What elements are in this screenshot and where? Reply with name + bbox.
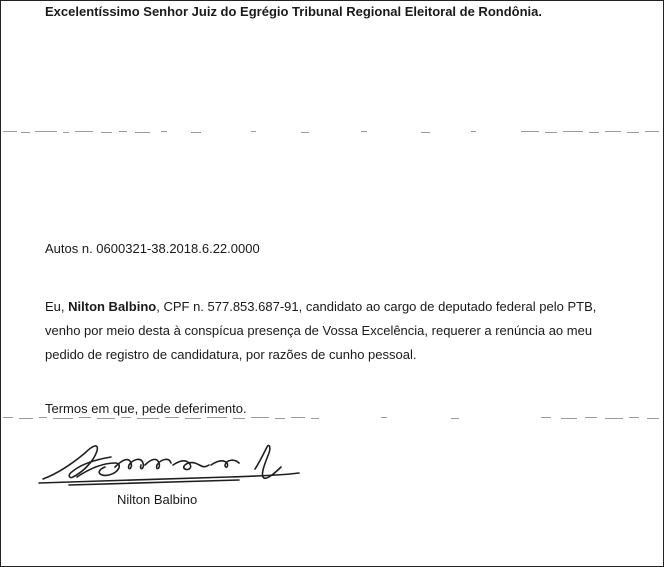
signer-printed-name: Nilton Balbino (117, 492, 198, 507)
docket-number: Autos n. 0600321-38.2018.6.22.0000 (45, 241, 260, 256)
scan-artifact-line (1, 415, 663, 421)
scan-artifact-line (1, 129, 663, 135)
addressee-heading: Excelentíssimo Senhor Juiz do Egrégio Tribunal Regional Eleitoral de Rondônia. (45, 4, 542, 19)
petition-line-1-prefix: Eu, (45, 299, 69, 314)
petition-line-1 (45, 295, 645, 319)
petition-body (45, 295, 645, 367)
petition-line-3: pedido de registro de candidatura, por razões de cunho pessoal. (45, 347, 417, 362)
petition-line-1-suffix: , CPF n. 577.853.687-91, candidato ao cargo de deputado federal pelo PTB, (156, 299, 597, 314)
petitioner-name: Nilton Balbino (68, 299, 157, 314)
closing-formula: Termos em que, pede deferimento. (45, 401, 247, 416)
handwritten-signature (29, 433, 309, 493)
petition-line-2: venho por meio desta à conspícua presença de Vossa Excelência, requerer a renúncia ao meu (45, 323, 593, 338)
